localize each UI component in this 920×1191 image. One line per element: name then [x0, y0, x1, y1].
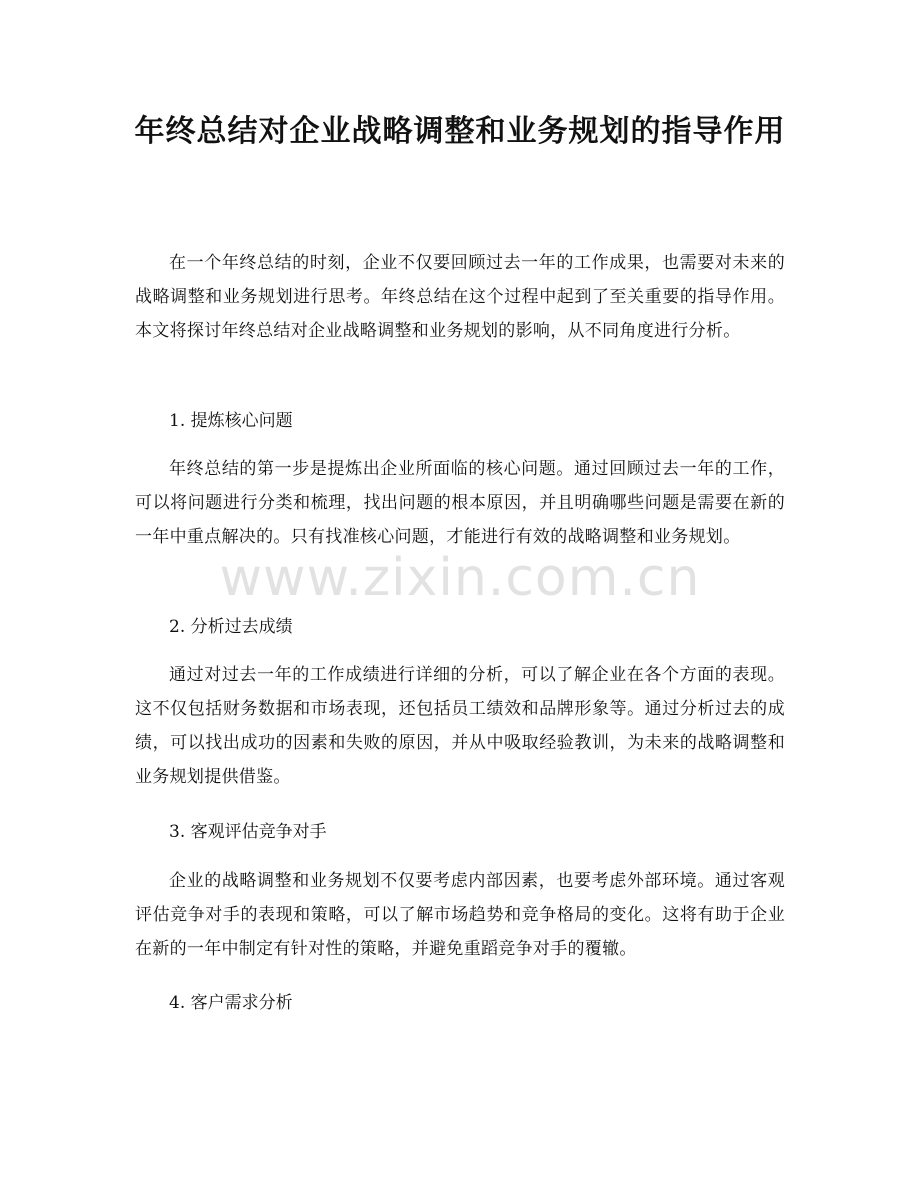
- section-body-2: 通过对过去一年的工作成绩进行详细的分析，可以了解企业在各个方面的表现。这不仅包括财务数据和市场表现，还包括员工绩效和品牌形象等。通过分析过去的成绩，可以找出成功的因素和失败的原因，并从中吸取经验教训，为未来的战略调整和业务规划提供借鉴。: [135, 665, 785, 787]
- section-heading-3: 3. 客观评估竞争对手: [169, 822, 327, 842]
- section-heading-4: 4. 客户需求分析: [169, 993, 293, 1013]
- document-title: 年终总结对企业战略调整和业务规划的指导作用: [134, 114, 786, 149]
- intro-paragraph: 在一个年终总结的时刻，企业不仅要回顾过去一年的工作成果，也需要对未来的战略调整和业务规划进行思考。年终总结在这个过程中起到了至关重要的指导作用。本文将探讨年终总结对企业战略调整和业务规划的影响，从不同角度进行分析。: [135, 253, 785, 341]
- section-heading-1: 1. 提炼核心问题: [169, 411, 293, 431]
- section-body-1: 年终总结的第一步是提炼出企业所面临的核心问题。通过回顾过去一年的工作，可以将问题进行分类和梳理，找出问题的根本原因，并且明确哪些问题是需要在新的一年中重点解决的。只有找准核心问题，才能进行有效的战略调整和业务规划。: [135, 459, 785, 547]
- watermark: www.zixin.com.cn: [219, 548, 701, 608]
- section-heading-2: 2. 分析过去成绩: [169, 617, 293, 637]
- section-body-3: 企业的战略调整和业务规划不仅要考虑内部因素，也要考虑外部环境。通过客观评估竞争对手的表现和策略，可以了解市场趋势和竞争格局的变化。这将有助于企业在新的一年中制定有针对性的策略，并避免重蹈竞争对手的覆辙。: [135, 871, 785, 959]
